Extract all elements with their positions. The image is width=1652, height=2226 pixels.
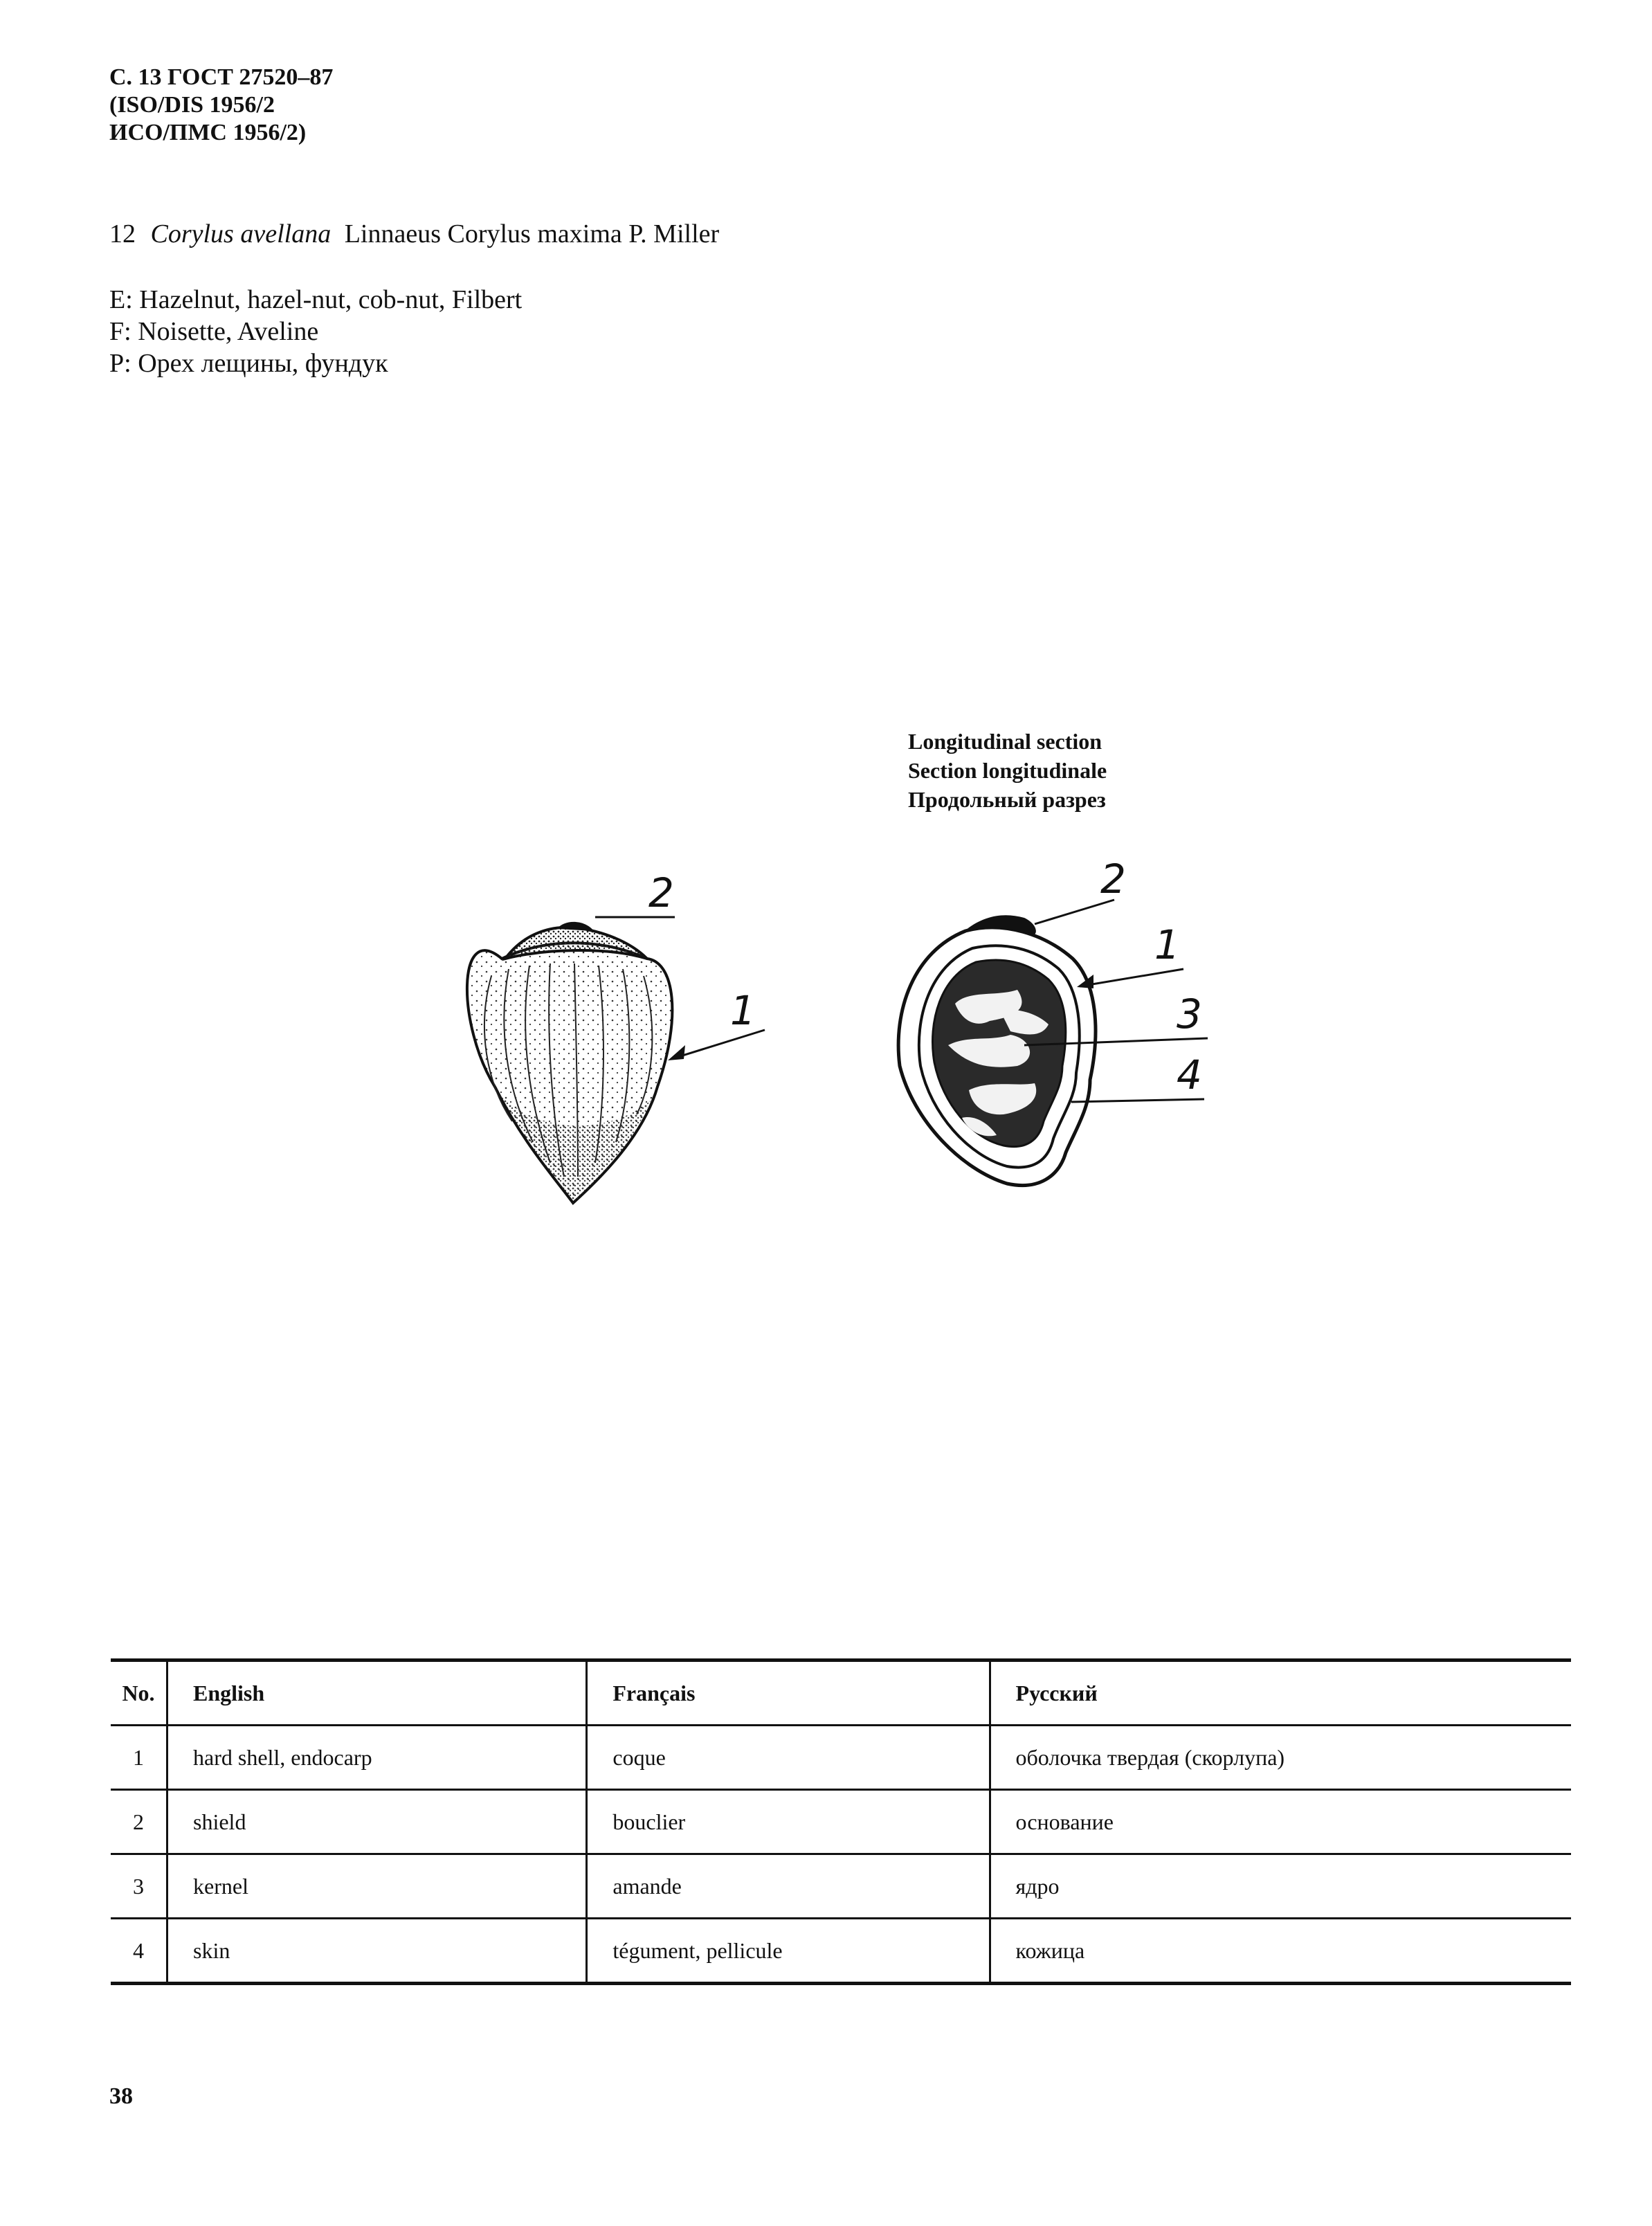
cell-russian: кожица [990, 1919, 1571, 1984]
table-row [111, 1726, 1571, 1790]
cell-french: tégument, pellicule [587, 1919, 990, 1984]
header-standard-line: С. 13 ГОСТ 27520–87 [109, 64, 334, 90]
cell-russian: ядро [990, 1854, 1571, 1919]
header-iso-line: (ISO/DIS 1956/2 [109, 92, 275, 118]
table-header-row [111, 1661, 1571, 1726]
terms-table [111, 1658, 1571, 1985]
callout-section-2: 2 [1100, 856, 1126, 903]
cell-russian: оболочка твердая (скорлупа) [990, 1726, 1571, 1790]
header-iso-ru-line: ИСО/ПМС 1956/2) [109, 120, 307, 145]
common-name-russian: P: Орех лещины, фундук [109, 349, 388, 378]
caption-french: Section longitudinale [908, 758, 1107, 783]
cell-english: skin [167, 1919, 587, 1984]
cell-french: amande [587, 1854, 990, 1919]
common-name-french: F: Noisette, Aveline [109, 317, 319, 346]
species-latin-name: Corylus avellana [150, 219, 332, 248]
callout-section-4: 4 [1177, 1051, 1202, 1098]
cell-no: 4 [133, 1937, 144, 1963]
column-header-no: No. [122, 1680, 155, 1705]
cell-french: bouclier [587, 1790, 990, 1854]
cell-english: shield [167, 1790, 587, 1854]
cell-english: kernel [167, 1854, 587, 1919]
cell-russian: основание [990, 1790, 1571, 1854]
column-header-french: Français [587, 1661, 990, 1726]
page-number: 38 [109, 2083, 133, 2109]
column-header-russian: Русский [990, 1661, 1571, 1726]
callout-section-3: 3 [1177, 990, 1202, 1038]
caption-english: Longitudinal section [908, 729, 1102, 754]
caption-russian: Продольный разрез [908, 787, 1106, 812]
species-number: 12 [109, 219, 136, 248]
callout-whole-2: 2 [648, 869, 674, 916]
column-header-english: English [167, 1661, 587, 1726]
common-name-english: E: Hazelnut, hazel-nut, cob-nut, Filbert [109, 285, 523, 314]
table-row [111, 1919, 1571, 1984]
cell-no: 1 [133, 1744, 144, 1770]
whole-nut-drawing [467, 869, 765, 1203]
section-nut-drawing [898, 856, 1208, 1186]
callout-whole-1: 1 [730, 987, 756, 1034]
table-row [111, 1790, 1571, 1854]
cell-no: 2 [133, 1809, 144, 1834]
cell-english: hard shell, endocarp [167, 1726, 587, 1790]
callout-section-1: 1 [1154, 921, 1180, 968]
species-authority: Linnaeus Corylus maxima P. Miller [344, 219, 720, 248]
table-row [111, 1854, 1571, 1919]
cell-french: coque [587, 1726, 990, 1790]
cell-no: 3 [133, 1873, 144, 1899]
